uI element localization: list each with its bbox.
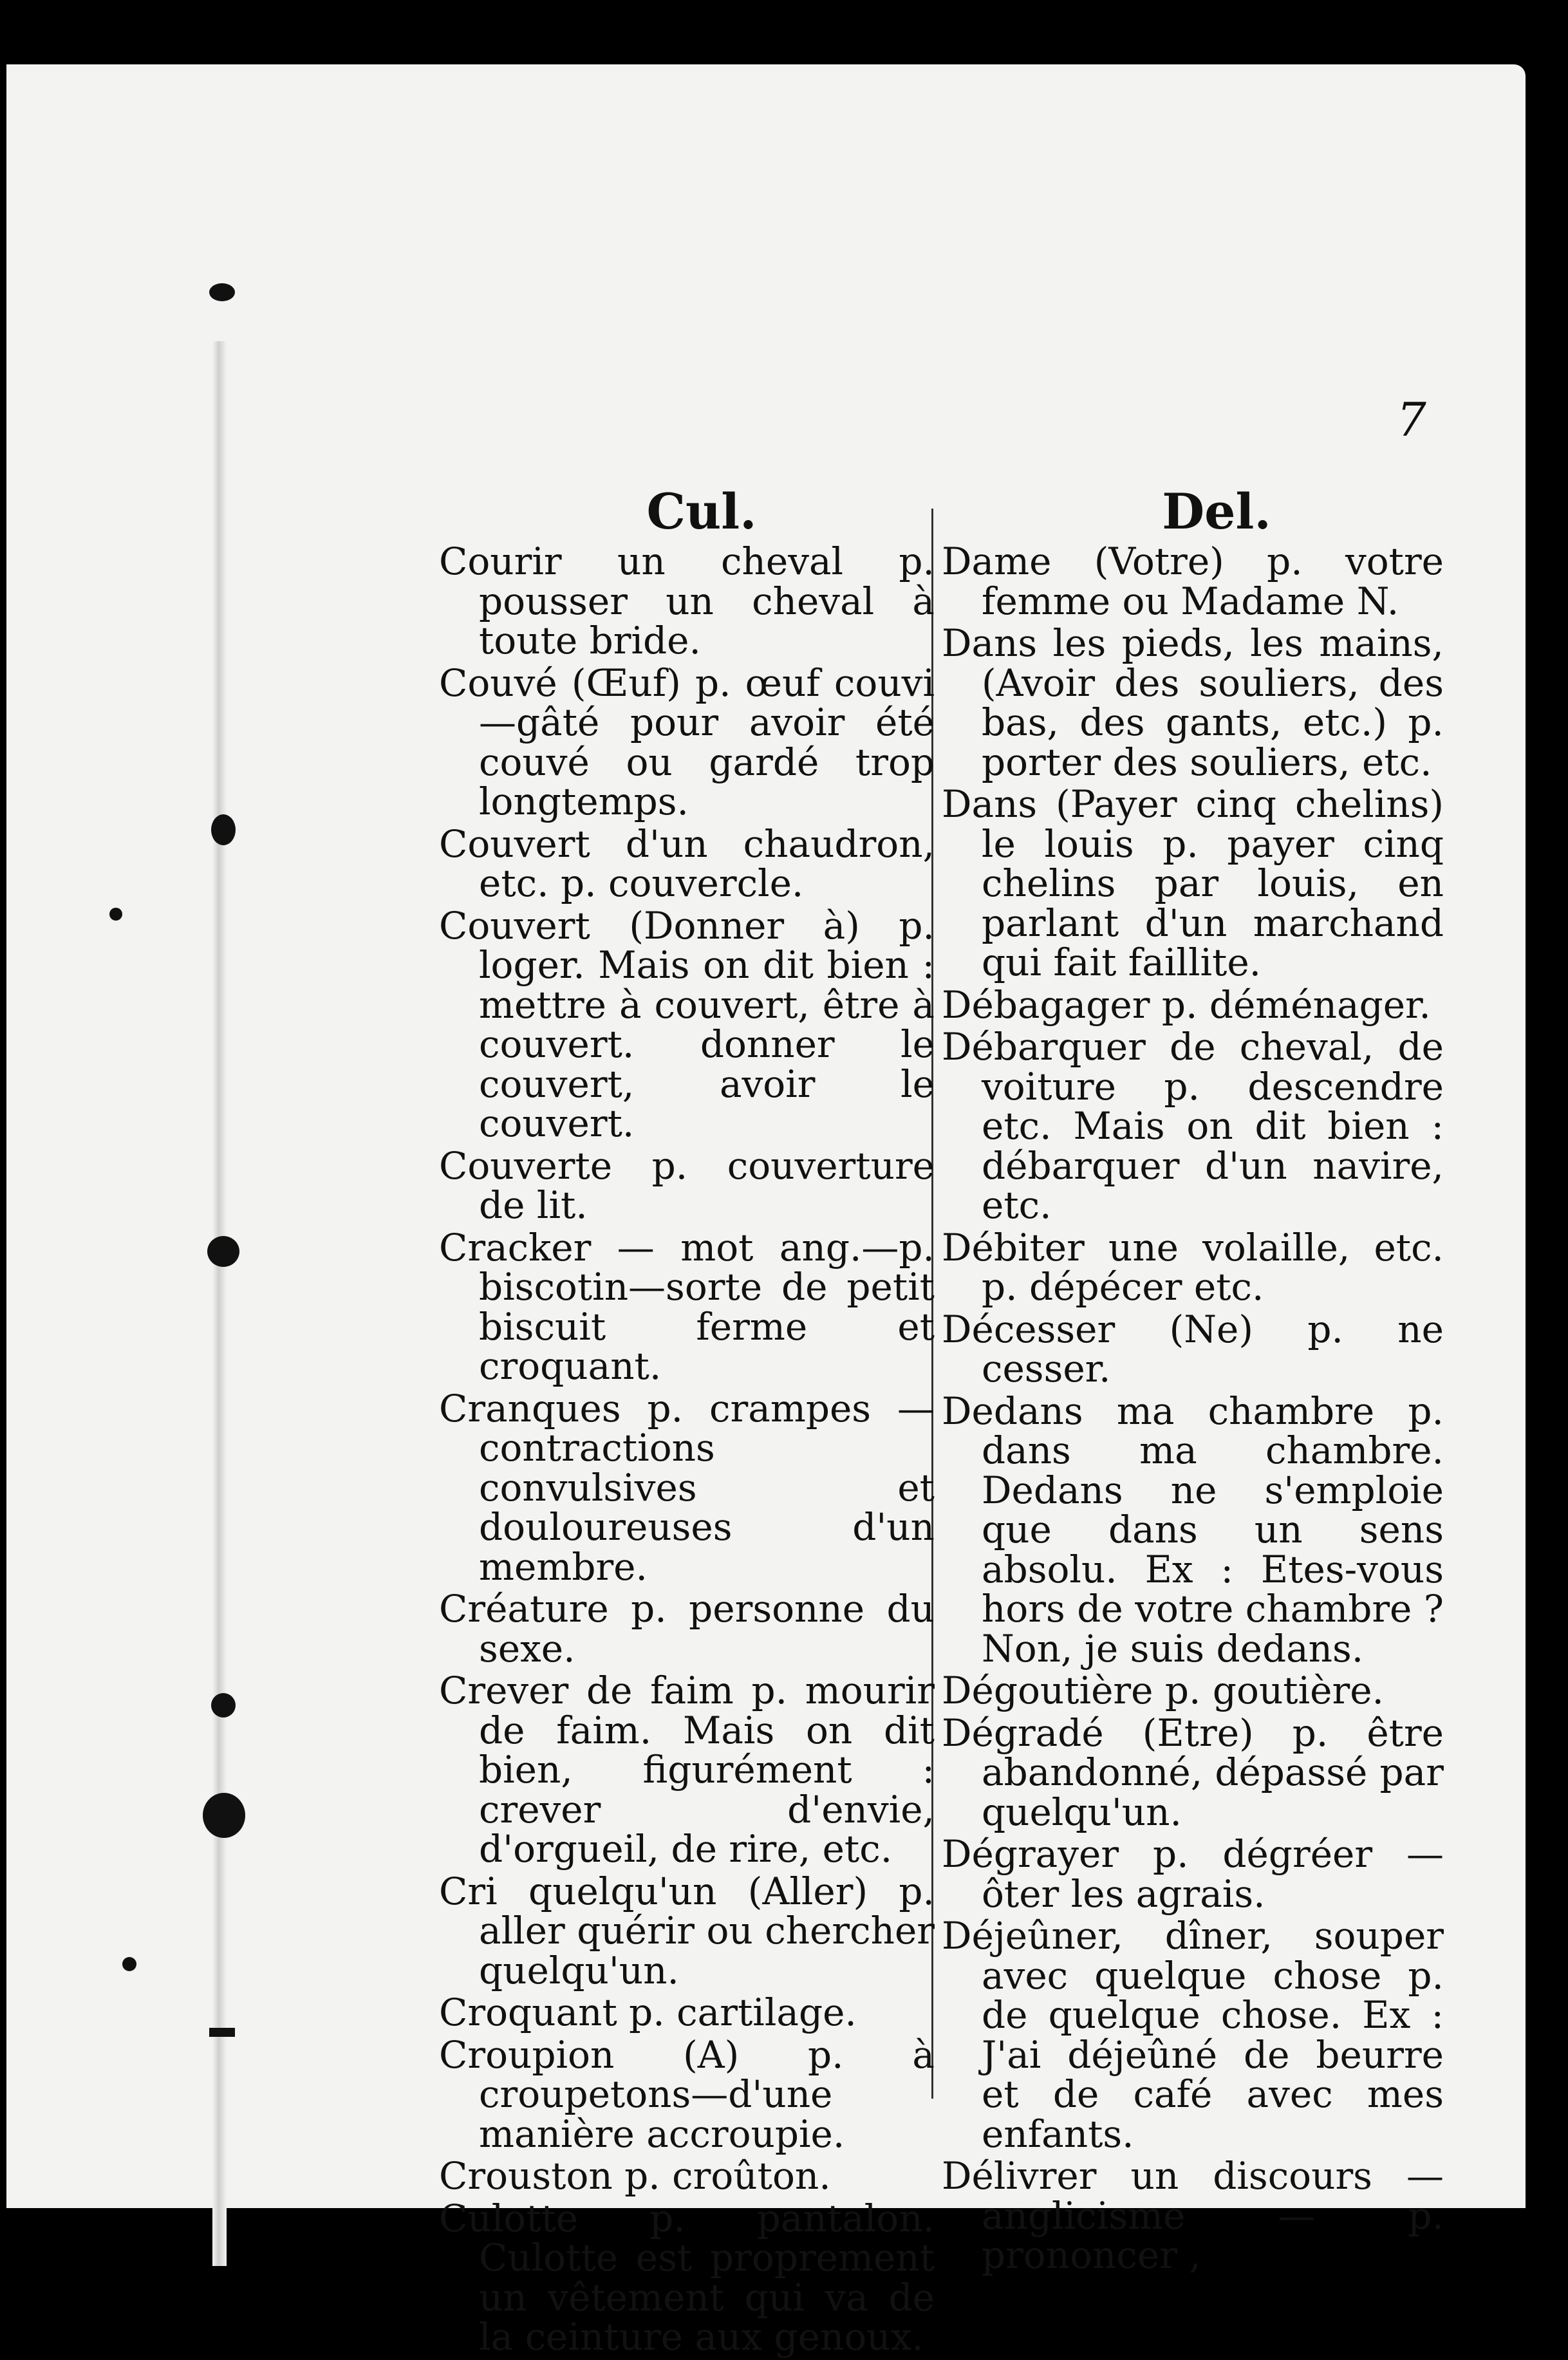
binding-mark	[109, 908, 122, 921]
dictionary-entry: Décesser (Ne) p. ne cesser.	[942, 1307, 1444, 1391]
dictionary-entry: Débagager p. déménager.	[942, 982, 1431, 1027]
binding-mark	[209, 283, 235, 301]
binding-mark	[209, 2028, 235, 2037]
dictionary-entry: Dégoutière p. goutière.	[942, 1669, 1384, 1712]
right-column-header: Del.	[1162, 483, 1271, 540]
left-column-header: Cul.	[646, 483, 757, 540]
dictionary-entry: Dégrayer p. dégréer — ôter les agrais.	[942, 1832, 1444, 1916]
dictionary-entry: Cracker — mot ang.—p. biscotin—sorte de petit biscuit ferme et croquant.	[439, 1225, 935, 1388]
dictionary-entry: Dégradé (Etre) p. être abandonné, dépassé par quelqu'un.	[942, 1710, 1444, 1834]
document-page	[6, 64, 1526, 2359]
dictionary-entry: Cri quelqu'un (Aller) p. aller quérir ou chercher quelqu'un.	[439, 1869, 935, 1992]
dictionary-entry: Croupion (A) p. à croupetons—d'une manière accroupie.	[439, 2032, 935, 2156]
dictionary-entry: Dans (Payer cinq chelins) le louis p. payer cinq chelins par louis, en parlant d'un marchand qui fait faillite.	[942, 782, 1444, 984]
dictionary-entry: Débiter une volaille, etc. p. dépécer etc.	[942, 1225, 1444, 1309]
dictionary-entry: Crouston p. croûton.	[439, 2154, 831, 2198]
dictionary-entry: Couvert d'un chaudron, etc. p. couvercle.	[439, 821, 935, 905]
dictionary-entry: Dans les pieds, les mains, (Avoir des souliers, des bas, des gants, etc.) p. porter des souliers, etc.	[942, 621, 1444, 784]
left-column	[439, 539, 935, 2360]
binding-mark	[122, 1957, 136, 1971]
dictionary-entry: Cranques p. crampes —contractions convulsives et douloureuses d'un membre.	[439, 1386, 935, 1589]
binding-shadow	[212, 341, 227, 2266]
dictionary-entry: Crever de faim p. mourir de faim. Mais on dit bien, figurément : crever d'envie, d'orgueil, de rire, etc.	[439, 1669, 935, 1871]
dictionary-entry: Dedans ma chambre p. dans ma chambre. Dedans ne s'emploie que dans un sens absolu. Ex : Etes-vous hors de votre chambre ? Non, je suis dedans.	[942, 1389, 1444, 1671]
binding-mark	[203, 1793, 245, 1838]
binding-mark	[207, 1236, 239, 1267]
page-number: 7	[1397, 393, 1426, 447]
dictionary-entry: Couvert (Donner à) p. loger. Mais on dit bien : mettre à couvert, être à couvert. donner le couvert, avoir le couvert.	[439, 903, 935, 1145]
right-column	[942, 539, 1444, 2278]
dictionary-entry: Couvé (Œuf) p. œuf couvi —gâté pour avoir été couvé ou gardé trop longtemps.	[439, 660, 935, 823]
dictionary-entry: Culotte p. pantalon. Culotte est proprement un vêtement qui va de la ceinture aux genoux.	[439, 2196, 935, 2359]
binding-mark	[211, 1693, 236, 1718]
dictionary-entry: Délivrer un discours — anglicisme — p. prononcer ,	[942, 2154, 1444, 2277]
dictionary-entry: Courir un cheval p. pousser un cheval à toute bride.	[439, 539, 935, 662]
dictionary-entry: Croquant p. cartilage.	[439, 1990, 857, 2034]
dictionary-entry: Déjeûner, dîner, souper avec quelque chose p. de quelque chose. Ex : J'ai déjeûné de beurre et de café avec mes enfants.	[942, 1914, 1444, 2156]
dictionary-entry: Débarquer de cheval, de voiture p. descendre etc. Mais on dit bien : débarquer d'un navire, etc.	[942, 1025, 1444, 1227]
dictionary-entry: Couverte p. couverture de lit.	[439, 1143, 935, 1227]
dictionary-entry: Créature p. personne du sexe.	[439, 1587, 935, 1671]
binding-mark	[211, 814, 236, 845]
dictionary-entry: Dame (Votre) p. votre femme ou Madame N.	[942, 539, 1444, 623]
